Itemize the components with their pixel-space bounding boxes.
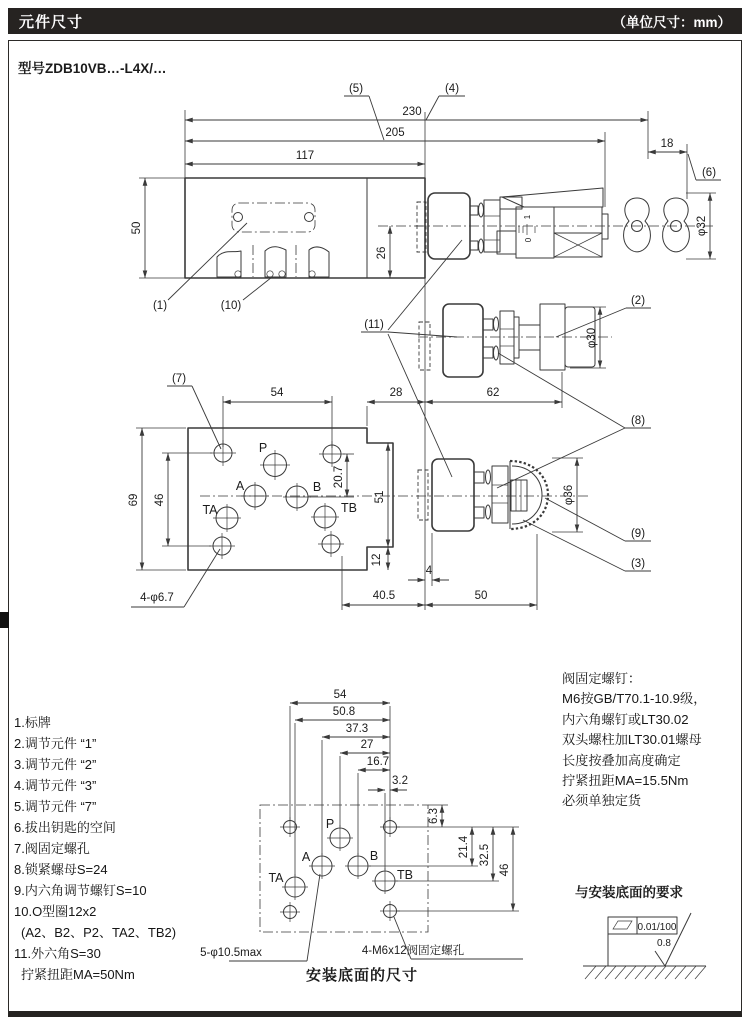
- screw-note-line: M6按GB/T70.1-10.9级，: [562, 691, 707, 707]
- ground-hatch: [585, 966, 706, 979]
- dim-phi32: φ32: [696, 215, 708, 237]
- callout-4: (4): [444, 83, 460, 95]
- model-designation: 型号ZDB10VB…-L4X/…: [18, 61, 167, 76]
- screw-note-line: 必须单独定货: [562, 793, 642, 809]
- surface-requirement-symbol: [583, 913, 706, 979]
- callout-10: (10): [220, 300, 242, 312]
- bottom-port-tb-label: TB: [397, 868, 413, 882]
- fixing-hole-note: 4-M6x12阀固定螺孔: [361, 945, 465, 957]
- bottom-port-p-label: P: [325, 817, 335, 831]
- dim-230: 230: [402, 106, 422, 118]
- top-side-view: [185, 178, 425, 278]
- port-b-label: B: [312, 480, 322, 494]
- dim-54: 54: [270, 387, 284, 399]
- port-tb-label: TB: [341, 501, 357, 515]
- dial-digit-0: 0: [524, 237, 533, 243]
- screw-note-line: 内六角螺钉或LT30.02: [562, 711, 689, 727]
- bottom-port-ta-label: TA: [268, 871, 284, 885]
- note-line: 11.外六角S=30: [14, 946, 101, 961]
- mounting-face-caption: 安装底面的尺寸: [306, 967, 419, 984]
- dial-digit-1: 1: [523, 214, 532, 220]
- dim-37-3: 37.3: [345, 723, 369, 735]
- dim-50: 50: [131, 221, 143, 235]
- callout-6: (6): [701, 167, 717, 179]
- note-line: 9.内六角调节螺钉S=10: [14, 883, 147, 898]
- dim-21-4: 21.4: [458, 835, 470, 859]
- dim-b54: 54: [333, 689, 347, 701]
- note-line: 7.阀固定螺孔: [14, 841, 90, 856]
- dim-40-5: 40.5: [372, 590, 396, 602]
- roughness-value: 0.8: [657, 938, 671, 949]
- dim-3-2: 3.2: [392, 775, 408, 787]
- note-line: 10.O型圈12x2: [14, 904, 97, 919]
- dim-4: 4: [425, 565, 433, 577]
- dim-32-5: 32.5: [479, 843, 491, 867]
- note-line: 6.拔出钥匙的空间: [14, 820, 116, 835]
- dim-205: 205: [385, 127, 405, 139]
- dim-50b: 50: [474, 590, 488, 602]
- port-p-label: P: [258, 441, 268, 455]
- note-line: 2.调节元件 “1”: [14, 736, 97, 751]
- top-view-dimensions: [131, 106, 716, 610]
- dim-6-3: 6.3: [428, 808, 440, 824]
- note-line: 3.调节元件 “2”: [14, 757, 97, 772]
- screw-note-line: 拧紧扭距MA=15.5Nm: [562, 773, 689, 789]
- port-a-label: A: [235, 479, 245, 493]
- flatness-value: 0.01/100: [637, 922, 677, 933]
- fixing-screw-note: [562, 669, 706, 812]
- dim-18: 18: [660, 138, 674, 150]
- dim-20-7: 20.7: [333, 465, 345, 489]
- port-hole-note: 5-φ10.5max: [200, 947, 262, 959]
- mount-hole-note: 4-φ6.7: [140, 592, 174, 604]
- adjuster-type-7-with-keys: [415, 188, 716, 259]
- dim-46: 46: [154, 493, 166, 507]
- note-line: 4.调节元件 “3”: [14, 778, 97, 793]
- port-ta-label: TA: [202, 503, 218, 517]
- dim-b46: 46: [499, 863, 511, 877]
- screw-note-line: 双头螺柱加LT30.01螺母: [562, 732, 702, 748]
- unit-note: （单位尺寸：mm）: [612, 15, 731, 30]
- bottom-port-b-label: B: [369, 849, 379, 863]
- note-line: 拧紧扭距MA=50Nm: [21, 967, 135, 982]
- dim-69: 69: [128, 493, 140, 507]
- callout-8: (8): [630, 415, 646, 427]
- dim-62: 62: [486, 387, 500, 399]
- callout-7: (7): [171, 373, 187, 385]
- dim-26: 26: [376, 246, 388, 260]
- dim-phi36: φ36: [563, 484, 575, 506]
- screw-note-line: 阀固定螺钉：: [562, 671, 642, 686]
- callout-9: (9): [630, 528, 646, 540]
- dim-27: 27: [360, 739, 374, 751]
- screw-note-line: 长度按叠加高度确定: [562, 752, 681, 768]
- callout-3: (3): [630, 558, 646, 570]
- adjuster-capped-view: [418, 458, 651, 571]
- dim-phi30: φ30: [586, 327, 598, 349]
- dim-16-7: 16.7: [366, 756, 390, 768]
- surface-requirement-title: 与安装底面的要求: [575, 885, 683, 900]
- callout-11: (11): [364, 319, 384, 331]
- note-line: (A2、B2、P2、TA2、TB2): [21, 925, 177, 940]
- dim-28: 28: [389, 387, 403, 399]
- callout-5: (5): [348, 83, 364, 95]
- dim-117: 117: [295, 150, 315, 162]
- dim-12: 12: [371, 553, 383, 567]
- callout-2: (2): [630, 295, 646, 307]
- dim-51: 51: [374, 490, 386, 504]
- page-title: 元件尺寸: [19, 13, 84, 31]
- bottom-port-a-label: A: [301, 850, 311, 864]
- note-line: 5.调节元件 “7”: [14, 799, 97, 814]
- note-line: 8.锁紧螺母S=24: [14, 862, 108, 877]
- note-line: 1.标牌: [14, 715, 51, 730]
- callout-1: (1): [152, 300, 168, 312]
- parts-notes: [14, 712, 176, 985]
- mounting-face-view: [200, 689, 523, 961]
- dim-50-8: 50.8: [332, 706, 356, 718]
